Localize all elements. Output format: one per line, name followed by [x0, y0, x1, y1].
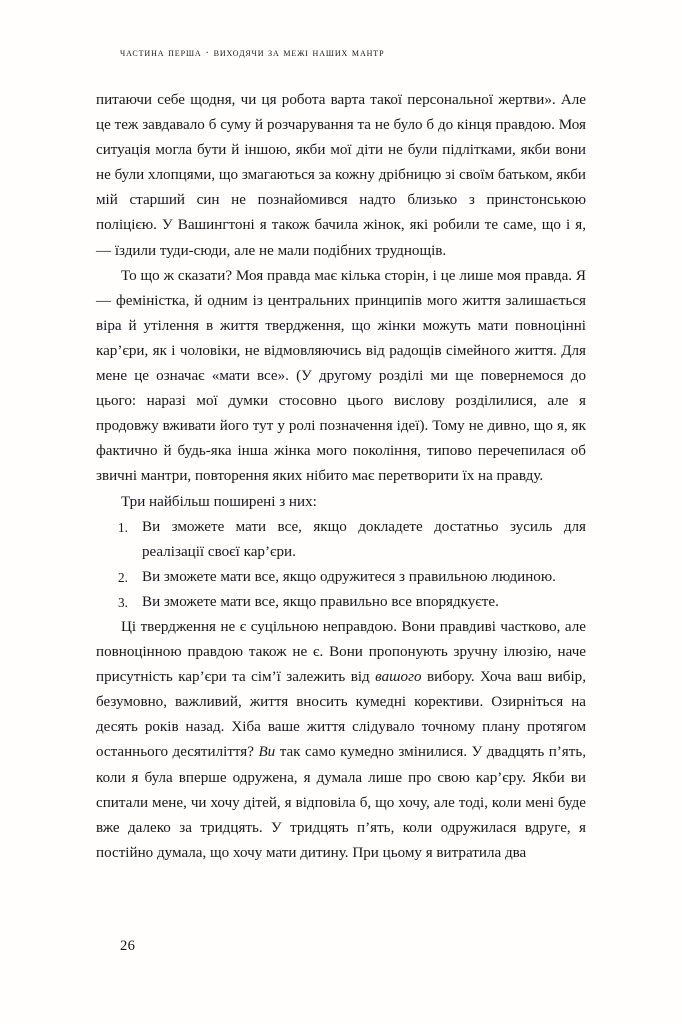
- paragraph-4-segment-2: вибору. Хоча ваш вибір, безумовно, важливий, життя вносить кумедні корективи. Озирніться на десять років назад. Хіба ваше життя слідувало точному плану протягом останнього десятиліття?: [96, 669, 586, 761]
- paragraph-4-segment-3: так само кумедно змінилися. У двадцять п’ять, коли я була вперше одружена, я думала лише про свою кар’єру. Якби ви спитали мене, чи хочу дітей, я відповіла б, що хочу, але тоді, коли мені буде вже далеко за тридцять. У тридцять п’ять, коли одружилася вдруге, я постійно думала, що хочу мати дитину. При цьому я витратила два: [96, 744, 586, 861]
- list-item-text: Ви зможете мати все, якщо правильно все впорядкуєте.: [142, 593, 499, 610]
- list-item-text: Ви зможете мати все, якщо одружитеся з правильною людиною.: [142, 568, 556, 585]
- list-item: [96, 590, 586, 615]
- list-item-number: 2.: [118, 569, 128, 585]
- paragraph-3-list-intro: Три найбільш поширені з них:: [121, 493, 317, 510]
- page-number: 26: [120, 938, 136, 954]
- paragraph-4-emphasis-vashoho: вашого: [375, 669, 422, 686]
- list-item-text: Ви зможете мати все, якщо докладете достатньо зусиль для реалізації своєї кар’єри.: [142, 518, 586, 560]
- paragraph-1: питаючи себе щодня, чи ця робота варта такої персональної жертви». Але це теж завдавало б суму й розчарування та не було б до кінця правдою. Моя ситуація могла бути й іншою, якби мої діти не були підлітками, якби вони не були хлопцями, що змагаються за кожну дрібницю зі своїм батьком, якби мій старший син не познайомився надто близько з принстонською поліцією. У Вашингтоні я також бачила жінок, які робили те саме, що і я, — їздили туди-сюди, але не мали подібних труднощів.: [96, 92, 586, 259]
- list-item-number: 1.: [118, 519, 128, 535]
- list-item: [96, 565, 586, 590]
- list-item: [96, 515, 586, 565]
- text-block: [96, 88, 586, 866]
- list-item-number: 3.: [118, 594, 128, 610]
- running-head: частина перша · виходячи за межі наших мантр: [120, 47, 385, 59]
- paragraph-4-emphasis-vy: Ви: [258, 744, 276, 761]
- mantras-list: [96, 515, 586, 615]
- paragraph-4-segment-1: Ці твердження не є суцільною неправдою. Вони правдиві частково, але повноцінною правдою також не є. Вони пропонують зручну ілюзію, наче присутність кар’єри та сім’ї залежить від: [96, 618, 586, 686]
- paragraph-4: [96, 615, 586, 866]
- paragraph-2: То що ж сказати? Моя правда має кілька сторін, і це лише моя правда. Я — феміністка, й одним із центральних принципів мого життя залишається віра й утілення в життя твердження, що жінки можуть мати повноцінні кар’єри, як і чоловіки, не відмовляючись від радощів сімейного життя. Для мене це означає «мати все». (У другому розділі ми ще повернемося до цього: наразі мої думки стосовно цього вислову розділилися, але я продовжу вживати його тут у ролі позначення ідеї). Тому не дивно, що я, як фактично й будь-яка інша жінка мого покоління, типово перечепилася об звичні мантри, повторення яких нібито має перетворити їх на правду.: [96, 267, 586, 485]
